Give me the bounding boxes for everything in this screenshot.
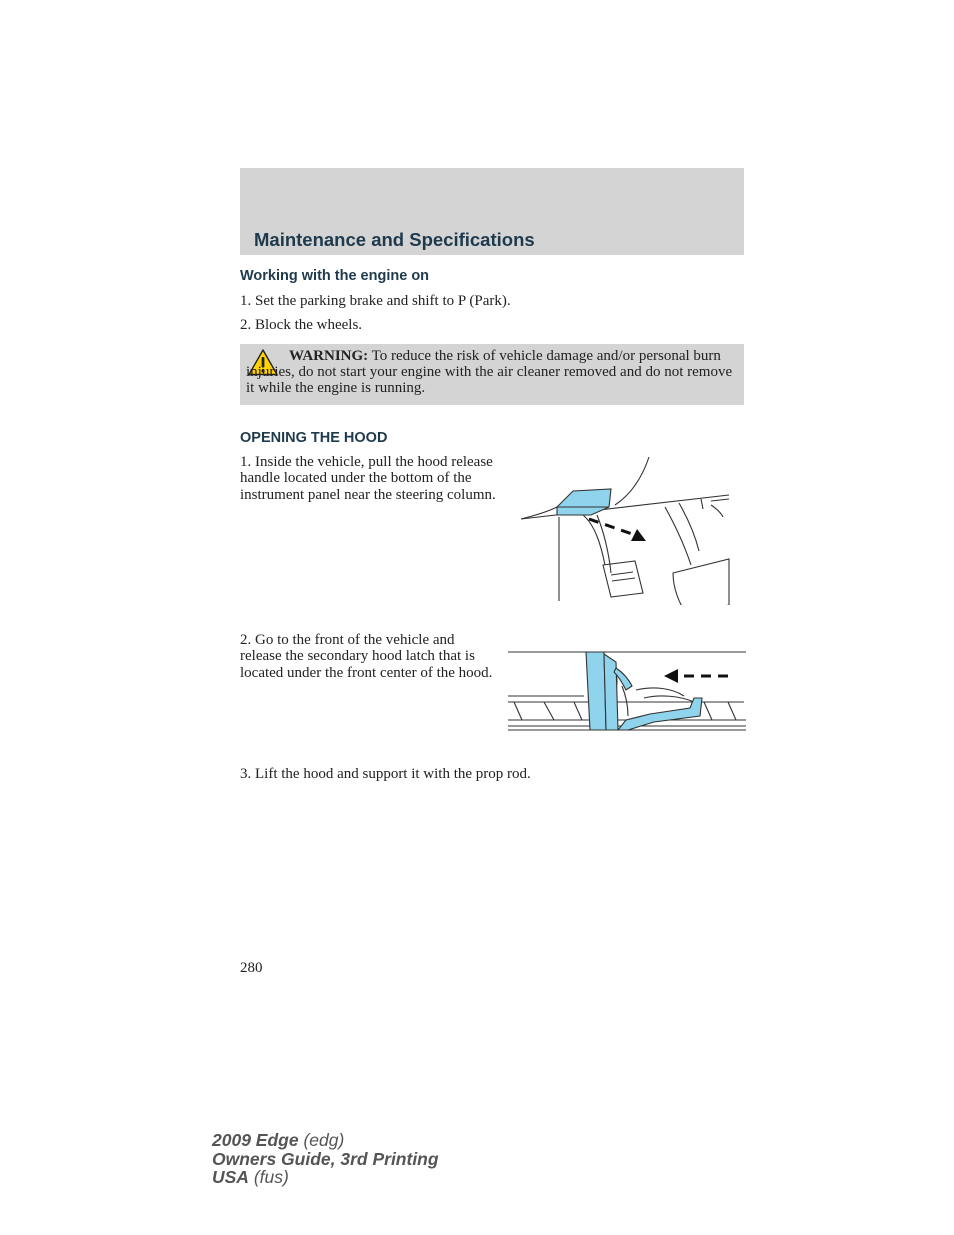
footer-model-code: (edg): [298, 1130, 345, 1150]
page-number: 280: [240, 960, 263, 976]
footer-model: 2009 Edge: [212, 1130, 299, 1150]
step-lift-hood: 3. Lift the hood and support it with the prop rod.: [240, 766, 531, 782]
section-header-band: [240, 168, 744, 255]
warning-label: WARNING:: [289, 348, 369, 364]
warning-box: [240, 344, 744, 405]
subheading-engine-on: Working with the engine on: [240, 268, 430, 284]
hood-release-illustration: [515, 455, 733, 605]
step-park-brake: 1. Set the parking brake and shift to P (Park).: [240, 293, 511, 309]
step-secondary-latch: 2. Go to the front of the vehicle and release the secondary hood latch that is located under the front center of the hood.: [240, 632, 493, 681]
footer-edition: Owners Guide, 3rd Printing: [212, 1148, 439, 1169]
footer-market: USA: [212, 1167, 249, 1187]
document-footer: [212, 1131, 439, 1187]
section-title: Maintenance and Specifications: [254, 229, 535, 250]
warning-body: To reduce the risk of vehicle damage and/or personal burn injuries, do not start your engine with the air cleaner removed and do not remove it while the engine is running.: [246, 348, 733, 397]
secondary-latch-illustration: [504, 646, 746, 734]
step-pull-release: 1. Inside the vehicle, pull the hood release handle located under the bottom of the instrument panel near the steering column.: [240, 454, 496, 503]
footer-market-code: (fus): [248, 1167, 289, 1187]
subheading-opening-hood: OPENING THE HOOD: [240, 430, 388, 446]
step-block-wheels: 2. Block the wheels.: [240, 317, 363, 333]
warning-text: [246, 348, 741, 397]
